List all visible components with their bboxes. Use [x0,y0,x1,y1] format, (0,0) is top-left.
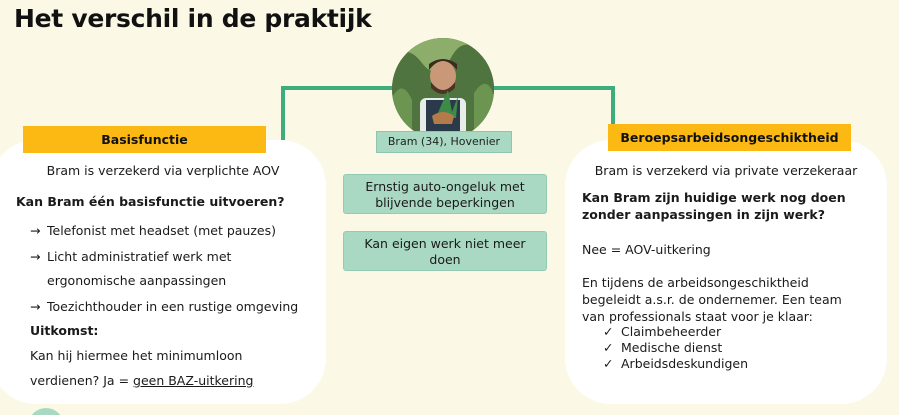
list-item-continuation: ergonomische aanpassingen [47,273,227,288]
baz-link[interactable]: geen BAZ-uitkering [133,373,254,388]
arrow-icon: → [30,299,41,314]
left-question: Kan Bram één basisfunctie uitvoeren? [16,194,285,209]
right-para-line-2: begeleidt a.s.r. de ondernemer. Een team [582,292,842,307]
right-intro: Bram is verzekerd via private verzekeraar [594,163,858,178]
list-item: → Telefonist met headset (met pauzes) [30,219,276,242]
arrow-icon: → [30,223,41,238]
beroepsarbeidsongeschiktheid-label: Beroepsarbeidsongeschiktheid [608,124,851,151]
list-item: → Licht administratief werk met [30,245,231,268]
right-answer: Nee = AOV-uitkering [582,242,711,257]
list-item: ✓ Claimbeheerder [603,324,722,339]
arrow-icon: → [30,249,41,264]
basisfunctie-label: Basisfunctie [23,126,266,153]
event-cannot-work: Kan eigen werk niet meer doen [343,231,547,271]
right-para-line-3: van professionals staat voor je klaar: [582,309,813,324]
outcome-line-1: Kan hij hiermee het minimumloon [30,348,243,363]
outcome-label: Uitkomst: [30,323,99,338]
check-icon: ✓ [603,340,614,355]
list-item: → Toezichthouder in een rustige omgeving [30,295,298,318]
outcome-line-2: verdienen? Ja = geen BAZ-uitkering [30,373,254,388]
list-item: ✓ Arbeidsdeskundigen [603,356,749,371]
check-icon: ✓ [603,324,614,339]
right-question-line-1: Kan Bram zijn huidige werk nog doen [582,190,846,205]
check-icon: ✓ [603,356,614,371]
right-para-line-1: En tijdens de arbeidsongeschiktheid [582,275,809,290]
left-intro: Bram is verzekerd via verplichte AOV [46,163,280,178]
right-question-line-2: zonder aanpassingen in zijn werk? [582,207,825,222]
event-accident: Ernstig auto-ongeluk met blijvende beperkingen [343,174,547,214]
person-name-tag: Bram (34), Hovenier [376,131,512,153]
person-photo [392,38,494,140]
list-item: ✓ Medische dienst [603,340,723,355]
page-title: Het verschil in de praktijk [14,4,372,33]
professionals-list [603,324,748,372]
